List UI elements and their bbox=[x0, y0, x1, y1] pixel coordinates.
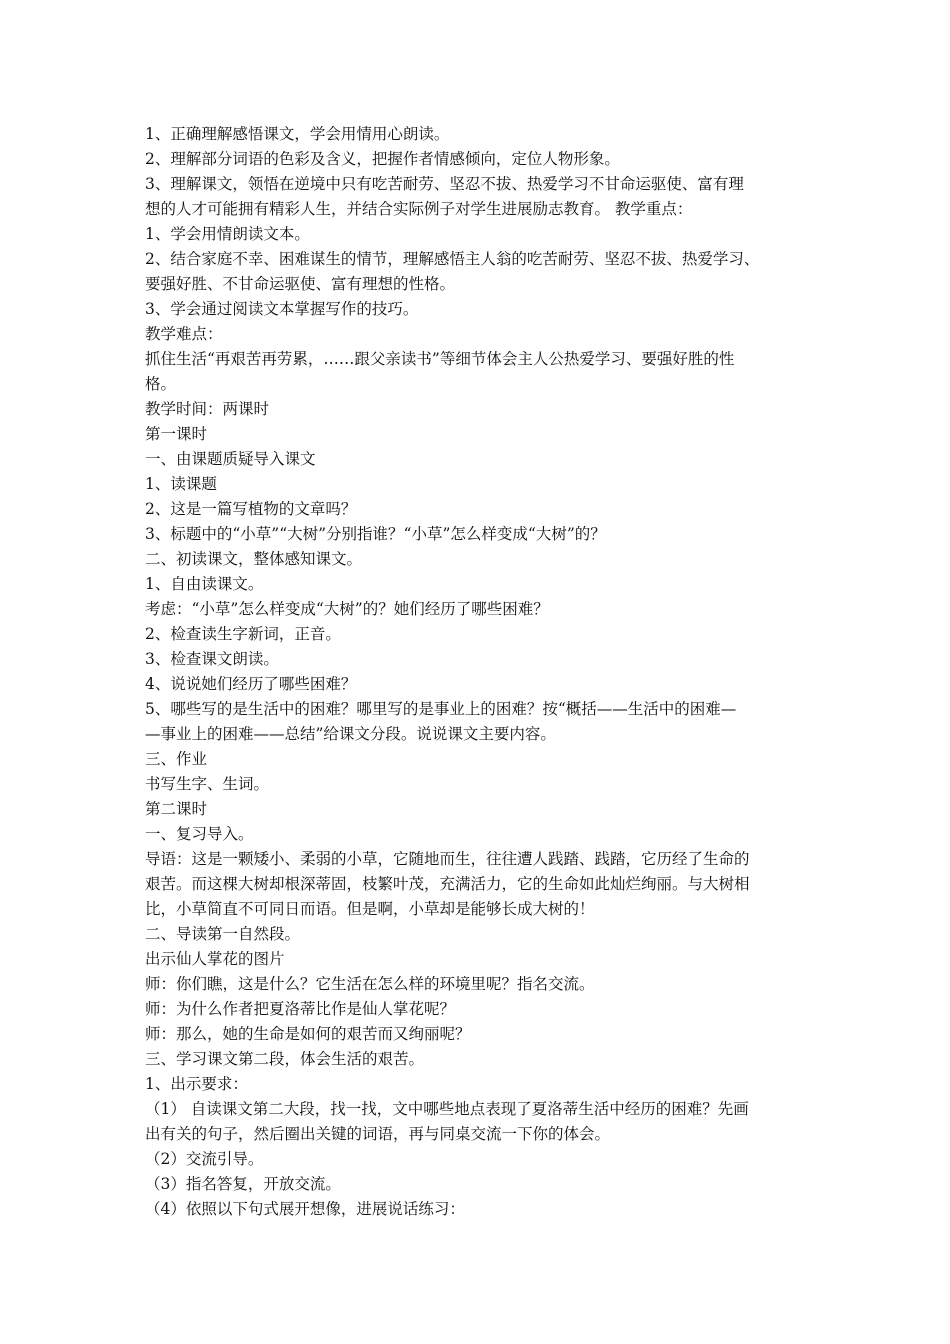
text-line: 1、出示要求： bbox=[145, 1075, 248, 1093]
text-line: —事业上的困难——总结”给课文分段。说说课文主要内容。 bbox=[145, 725, 556, 743]
text-line: 3、理解课文，领悟在逆境中只有吃苦耐劳、坚忍不拔、热爱学习不甘命运驱使、富有理 bbox=[145, 175, 744, 193]
text-line: 师：那么，她的生命是如何的艰苦而又绚丽呢？ bbox=[145, 1025, 471, 1043]
text-line: 3、学会通过阅读文本掌握写作的技巧。 bbox=[145, 300, 419, 318]
section-heading: 第二课时 bbox=[145, 800, 208, 818]
text-line: 比，小草简直不可同日而语。但是啊，小草却是能够长成大树的！ bbox=[145, 900, 595, 918]
section-heading: 三、学习课文第二段，体会生活的艰苦。 bbox=[145, 1050, 425, 1068]
text-line: 艰苦。而这棵大树却根深蒂固，枝繁叶茂，充满活力，它的生命如此灿烂绚丽。与大树相 bbox=[145, 875, 750, 893]
text-line: 教学时间：两课时 bbox=[145, 400, 270, 418]
section-heading: 第一课时 bbox=[145, 425, 208, 443]
text-line: 2、结合家庭不幸、困难谋生的情节，理解感悟主人翁的吃苦耐劳、坚忍不拔、热爱学习、 bbox=[145, 250, 760, 268]
text-line: 师：你们瞧，这是什么？它生活在怎么样的环境里呢？指名交流。 bbox=[145, 975, 595, 993]
text-line: 书写生字、生词。 bbox=[145, 775, 270, 793]
text-line: 5、哪些写的是生活中的困难？哪里写的是事业上的困难？按“概括——生活中的困难— bbox=[145, 700, 737, 718]
text-line: 1、自由读课文。 bbox=[145, 575, 264, 593]
section-heading: 三、作业 bbox=[145, 750, 208, 768]
text-line: 2、这是一篇写植物的文章吗？ bbox=[145, 500, 357, 518]
text-line: 4、说说她们经历了哪些困难？ bbox=[145, 675, 357, 693]
text-line: 2、理解部分词语的色彩及含义，把握作者情感倾向，定位人物形象。 bbox=[145, 150, 620, 168]
text-line: （3）指名答复，开放交流。 bbox=[145, 1175, 341, 1193]
text-line: 2、检查读生字新词，正音。 bbox=[145, 625, 341, 643]
text-line: 1、读课题 bbox=[145, 475, 217, 493]
text-line: 想的人才可能拥有精彩人生，并结合实际例子对学生进展励志教育。 教学重点： bbox=[145, 200, 693, 218]
text-line: 出有关的句子，然后圈出关键的词语，再与同桌交流一下你的体会。 bbox=[145, 1125, 611, 1143]
text-line: 抓住生活“再艰苦再劳累，……跟父亲读书”等细节体会主人公热爱学习、要强好胜的性 bbox=[145, 350, 735, 368]
text-line: （2）交流引导。 bbox=[145, 1150, 264, 1168]
text-line: 1、正确理解感悟课文，学会用情用心朗读。 bbox=[145, 125, 450, 143]
text-line: （1） 自读课文第二大段，找一找，文中哪些地点表现了夏洛蒂生活中经历的困难？先画 bbox=[145, 1100, 749, 1118]
text-line: 格。 bbox=[145, 375, 177, 393]
section-heading: 二、导读第一自然段。 bbox=[145, 925, 301, 943]
text-line: 3、标题中的“小草”“大树”分别指谁？“小草”怎么样变成“大树”的？ bbox=[145, 525, 606, 543]
text-line: 要强好胜、不甘命运驱使、富有理想的性格。 bbox=[145, 275, 456, 293]
section-heading: 二、初读课文，整体感知课文。 bbox=[145, 550, 363, 568]
text-line: 1、学会用情朗读文本。 bbox=[145, 225, 310, 243]
section-heading: 一、复习导入。 bbox=[145, 825, 254, 843]
text-line: 师：为什么作者把夏洛蒂比作是仙人掌花呢？ bbox=[145, 1000, 456, 1018]
document-body bbox=[145, 122, 825, 1222]
text-line: 出示仙人掌花的图片 bbox=[145, 950, 285, 968]
text-line: 导语：这是一颗矮小、柔弱的小草，它随地而生，往往遭人践踏、践踏，它历经了生命的 bbox=[145, 850, 750, 868]
section-heading: 一、由课题质疑导入课文 bbox=[145, 450, 316, 468]
text-line: 3、检查课文朗读。 bbox=[145, 650, 279, 668]
text-line: 考虑：“小草”怎么样变成“大树”的？她们经历了哪些困难？ bbox=[145, 600, 549, 618]
section-heading: 教学难点： bbox=[145, 325, 223, 343]
text-line: （4）依照以下句式展开想像，进展说话练习： bbox=[145, 1200, 465, 1218]
